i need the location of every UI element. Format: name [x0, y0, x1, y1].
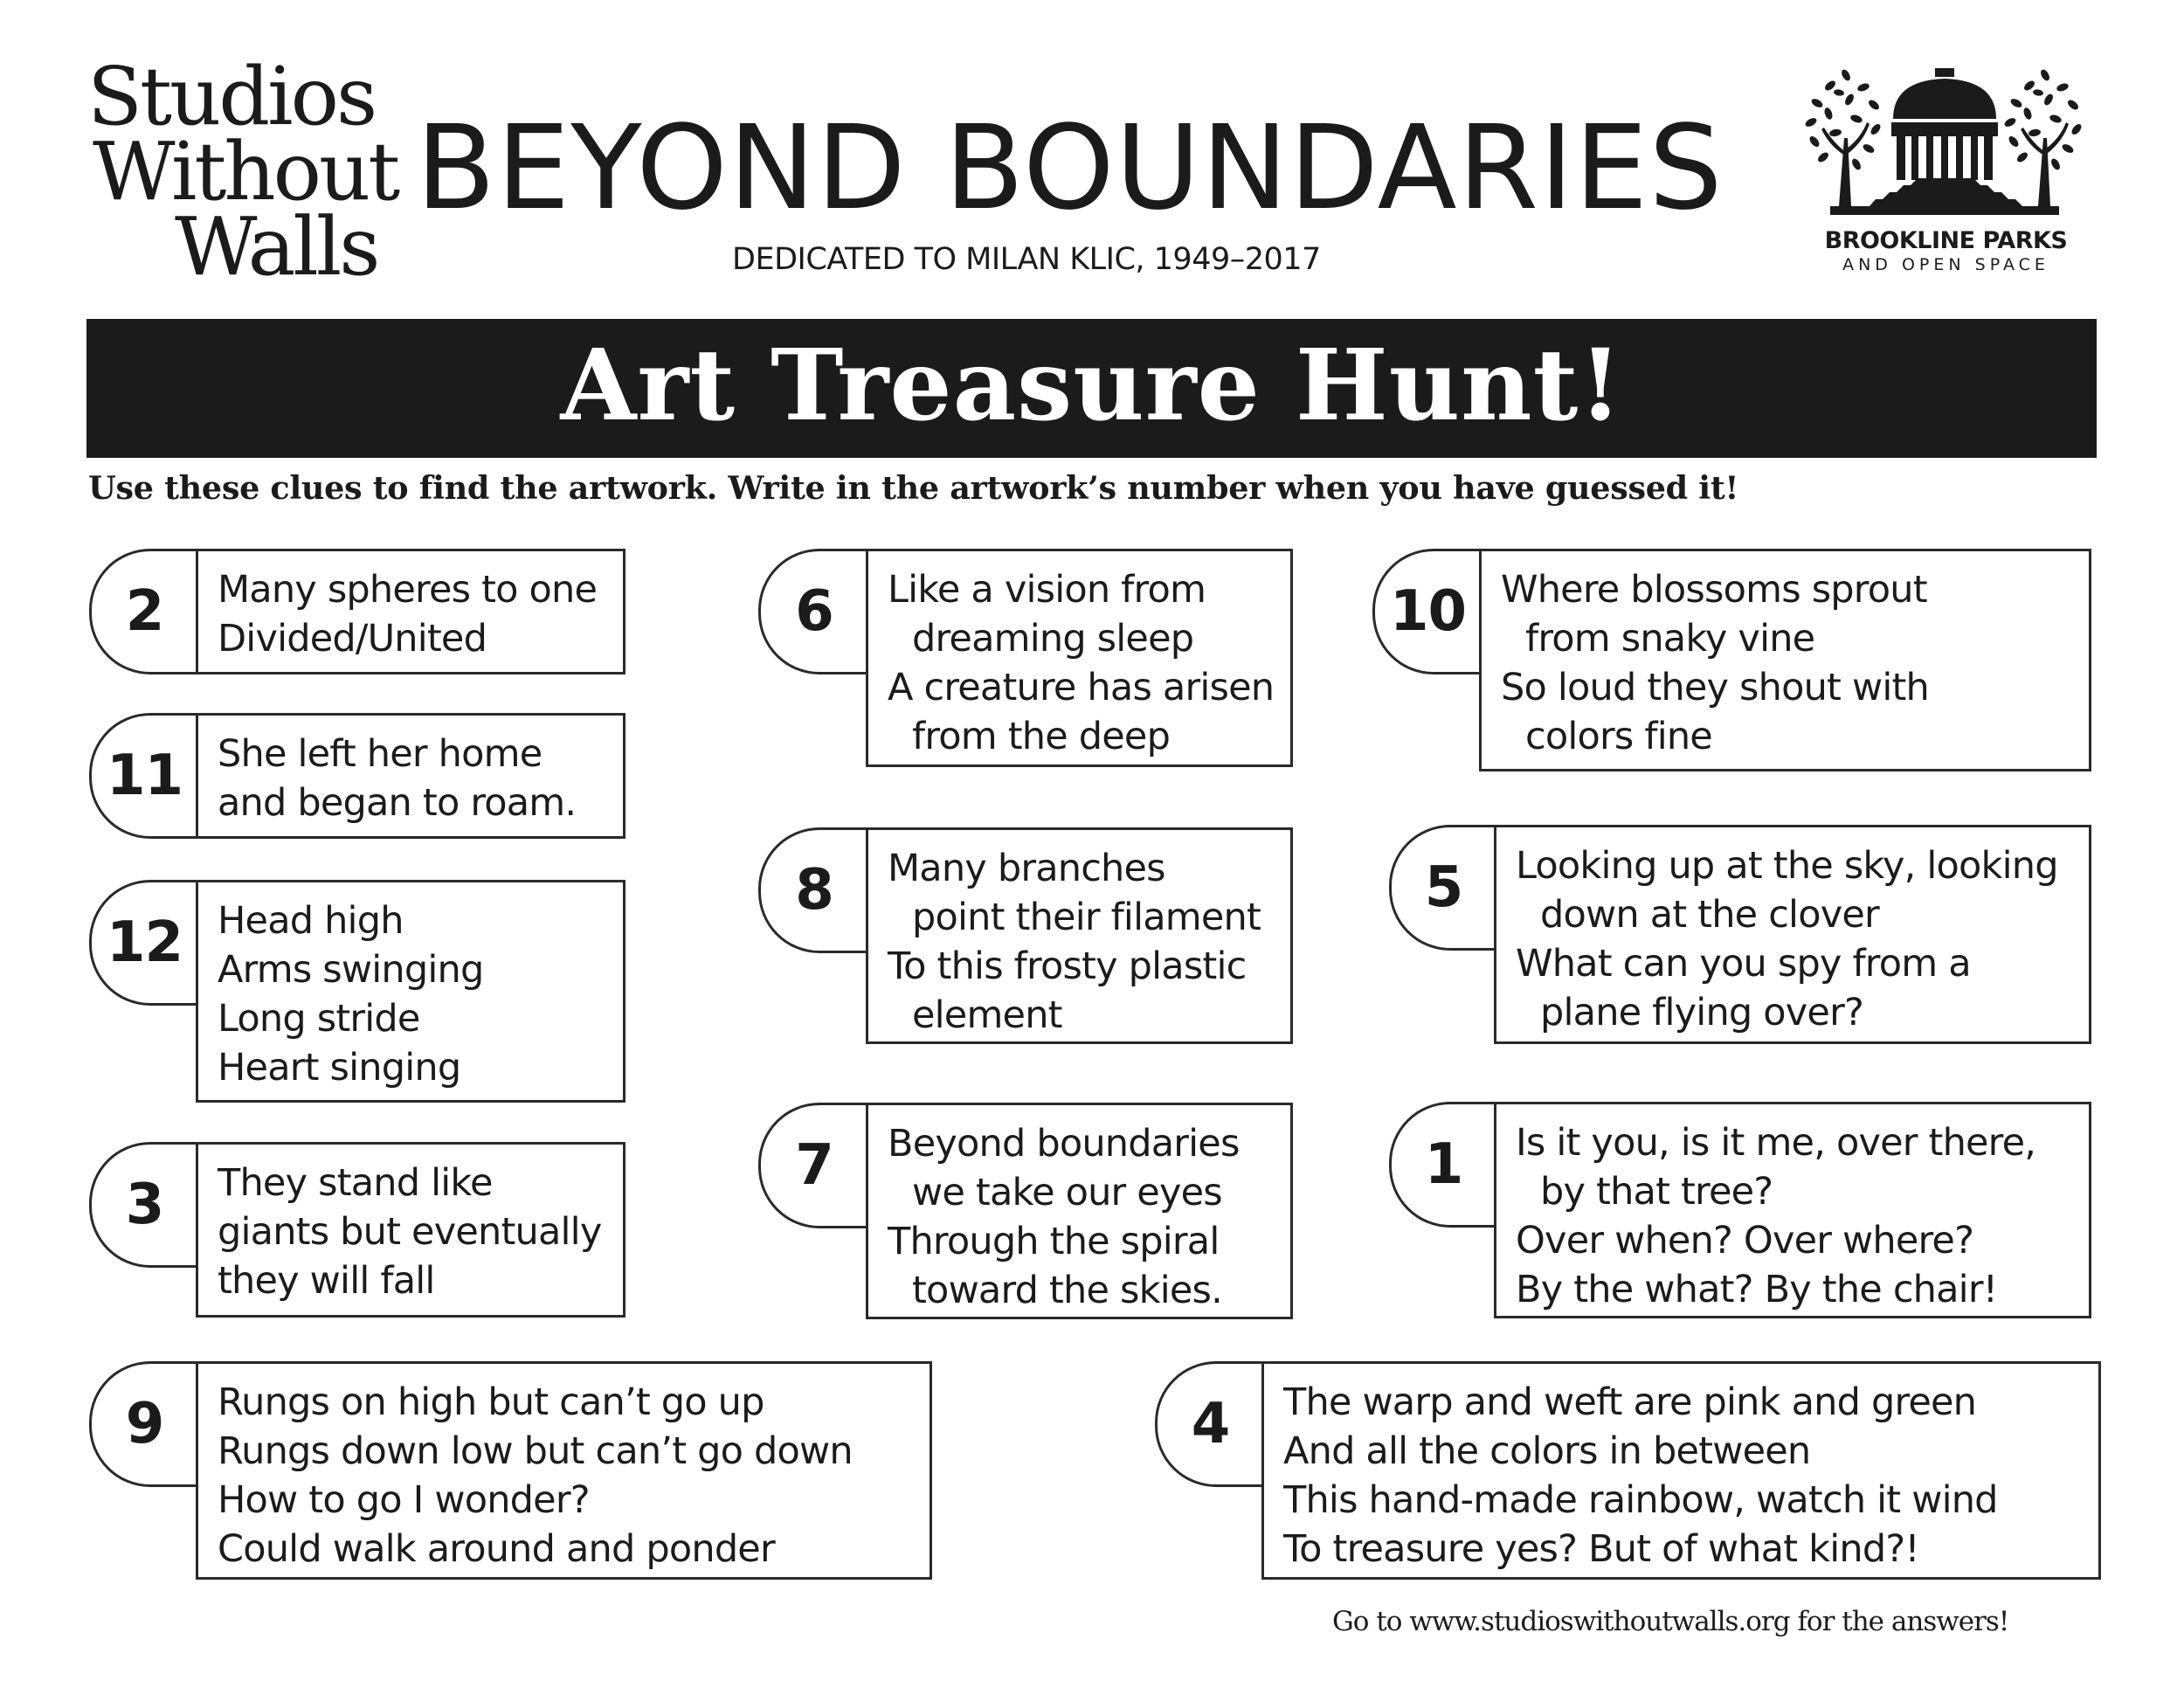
logo-line-2: Without: [93, 125, 398, 218]
title-banner: [86, 319, 2097, 458]
partner-tagline: AND OPEN SPACE: [1842, 255, 2049, 274]
artwork-number: 12: [106, 910, 183, 975]
artwork-number-tab[interactable]: [1155, 1361, 1263, 1487]
artwork-number-tab[interactable]: [1389, 1102, 1496, 1228]
partner-name: BROOKLINE PARKS: [1824, 227, 2068, 254]
logo-line-3: Walls: [175, 200, 378, 294]
artwork-number: 11: [106, 744, 183, 808]
clue-text-box: [866, 549, 1293, 767]
clue-line: Where blossoms sprout: [1501, 568, 1927, 612]
artwork-number-tab[interactable]: [89, 1361, 197, 1487]
artwork-number-tab[interactable]: [89, 1142, 197, 1268]
clue-line: and began to roam.: [218, 781, 577, 825]
clue-line: Arms swinging: [218, 948, 484, 992]
clue-text-box: [1479, 549, 2091, 771]
artwork-number-tab[interactable]: [758, 827, 867, 953]
artwork-number: 6: [795, 579, 833, 644]
clue-card: [89, 713, 625, 839]
clue-line: What can you spy from a: [1516, 942, 1971, 986]
clue-text-box: [196, 549, 625, 675]
clue-text-box: [196, 880, 625, 1103]
clue-line: To treasure yes? But of what kind?!: [1283, 1527, 1919, 1571]
clue-line: Many branches: [888, 847, 1165, 890]
clue-line: Long stride: [218, 997, 420, 1041]
clue-line: Rungs on high but can’t go up: [218, 1380, 764, 1424]
clue-text-box: [196, 1361, 932, 1580]
clue-text-box: [1261, 1361, 2101, 1580]
clue-line: Could walk around and ponder: [218, 1527, 775, 1571]
clue-line: She left her home: [218, 732, 543, 776]
clue-line: by that tree?: [1540, 1170, 1773, 1214]
clue-text-box: [866, 827, 1293, 1044]
logo-line-1: Studios: [87, 50, 376, 143]
clue-card: [1155, 1361, 2101, 1580]
banner-title: Art Treasure Hunt!: [560, 328, 1623, 443]
brookline-parks-logo: [1795, 68, 2097, 278]
clue-line: from snaky vine: [1525, 617, 1815, 661]
clue-line: plane flying over?: [1540, 991, 1863, 1034]
clue-text-box: [1494, 825, 2091, 1044]
clue-line: Divided/United: [218, 617, 487, 661]
clue-line: Rungs down low but can’t go down: [218, 1429, 853, 1473]
clue-line: Is it you, is it me, over there,: [1516, 1121, 2036, 1165]
artwork-number-tab[interactable]: [758, 1103, 867, 1228]
instructions-text: Use these clues to find the artwork. Write in the artwork’s number when you have guessed it!: [88, 469, 1739, 507]
clue-card: [89, 880, 625, 1103]
artwork-number: 10: [1389, 579, 1467, 644]
clue-card: [89, 549, 625, 675]
clue-line: toward the skies.: [912, 1269, 1222, 1312]
clue-line: point their filament: [912, 896, 1261, 939]
clue-line: And all the colors in between: [1283, 1429, 1811, 1473]
clue-line: from the deep: [912, 715, 1171, 758]
artwork-number: 3: [125, 1173, 164, 1237]
clue-line: This hand-made rainbow, watch it wind: [1283, 1478, 1998, 1522]
clue-text-box: [866, 1103, 1293, 1319]
artwork-number: 4: [1191, 1392, 1230, 1456]
clue-line: Many spheres to one: [218, 568, 598, 612]
clue-line: How to go I wonder?: [218, 1478, 590, 1522]
clue-text-box: [196, 1142, 625, 1318]
clue-line: down at the clover: [1540, 893, 1879, 937]
clue-line: To this frosty plastic: [888, 944, 1247, 988]
artwork-number-tab[interactable]: [89, 880, 197, 1006]
clue-line: we take our eyes: [912, 1171, 1222, 1214]
answers-footer-link[interactable]: Go to www.studioswithoutwalls.org for the answers!: [1332, 1606, 2009, 1637]
artwork-number-tab[interactable]: [758, 549, 867, 675]
artwork-number: 2: [125, 579, 164, 644]
clue-text-box: [1494, 1102, 2091, 1318]
clue-line: Head high: [218, 899, 404, 943]
page-title: BEYOND BOUNDARIES: [416, 101, 1724, 236]
clue-text-box: [196, 713, 625, 839]
clue-card: [758, 827, 1293, 1044]
artwork-number-tab[interactable]: [1389, 825, 1496, 951]
artwork-number: 8: [795, 858, 833, 923]
artwork-number-tab[interactable]: [1372, 549, 1481, 675]
clue-line: Looking up at the sky, looking: [1516, 844, 2058, 888]
clue-line: giants but eventually: [218, 1210, 602, 1254]
clue-line: The warp and weft are pink and green: [1283, 1380, 1977, 1424]
clue-line: Through the spiral: [888, 1220, 1220, 1263]
artwork-number: 9: [125, 1392, 164, 1456]
artwork-number: 7: [795, 1133, 833, 1198]
clue-card: [1389, 825, 2091, 1044]
artwork-number: 5: [1424, 855, 1463, 920]
clue-line: Like a vision from: [888, 568, 1206, 612]
clue-line: they will fall: [218, 1259, 435, 1303]
artwork-number-tab[interactable]: [89, 713, 197, 839]
clue-line: colors fine: [1525, 715, 1712, 758]
clue-line: dreaming sleep: [912, 617, 1194, 661]
clue-card: [758, 1103, 1293, 1319]
clue-line: A creature has arisen: [888, 666, 1275, 709]
clue-card: [758, 549, 1293, 767]
artwork-number: 1: [1424, 1132, 1463, 1197]
clue-line: element: [912, 993, 1062, 1037]
clue-line: Beyond boundaries: [888, 1122, 1240, 1166]
clue-line: They stand like: [218, 1161, 493, 1205]
clue-line: So loud they shout with: [1501, 666, 1929, 709]
studios-without-walls-logo: [87, 50, 398, 295]
gazebo-trees-icon: [1795, 68, 2097, 225]
dedication-subtitle: DEDICATED TO MILAN KLIC, 1949–2017: [732, 242, 1321, 277]
clue-line: By the what? By the chair!: [1516, 1268, 1998, 1311]
clue-line: Over when? Over where?: [1516, 1219, 1974, 1263]
clue-card: [1372, 549, 2091, 771]
artwork-number-tab[interactable]: [89, 549, 197, 675]
clue-card: [89, 1361, 932, 1580]
clue-line: Heart singing: [218, 1046, 461, 1090]
clue-card: [89, 1142, 625, 1318]
clue-card: [1389, 1102, 2091, 1318]
